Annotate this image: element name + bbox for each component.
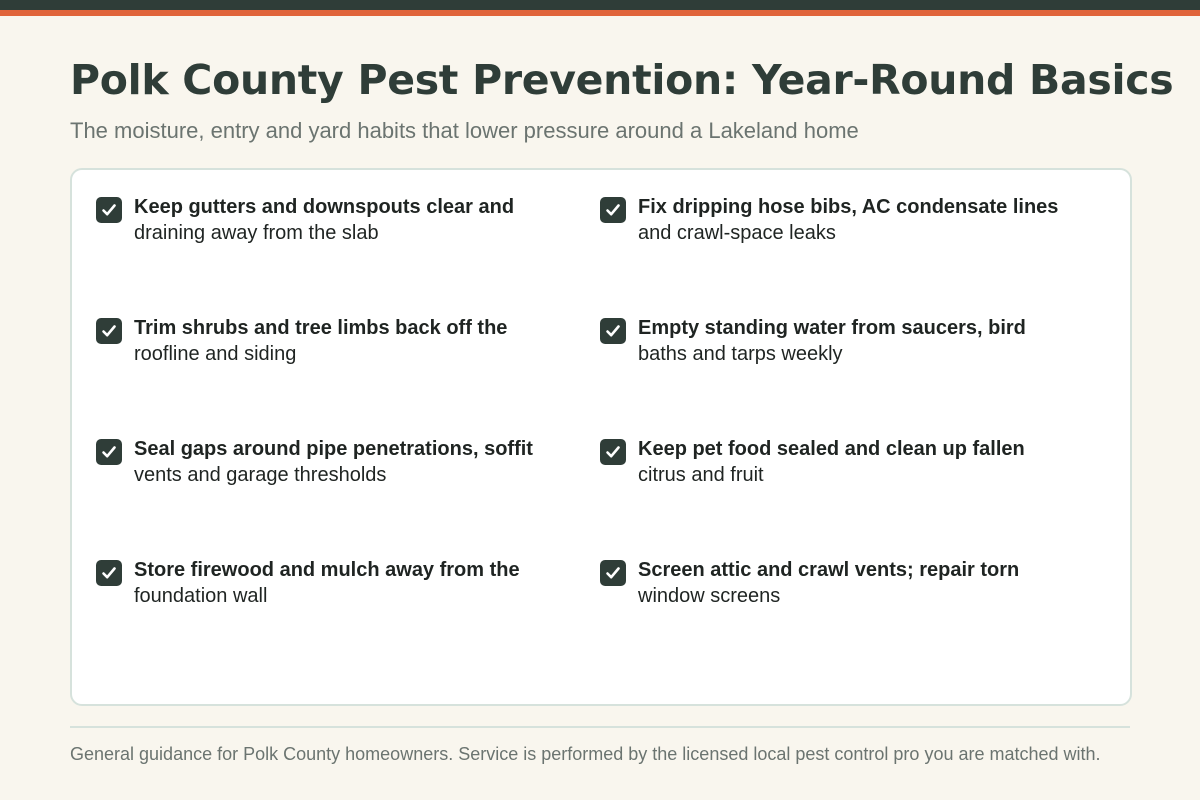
footer-divider xyxy=(70,726,1130,728)
checklist-item-text xyxy=(638,557,1078,609)
checklist-item-heading: Screen attic and crawl vents; repair torn xyxy=(638,559,1020,581)
checklist-item-detail: foundation wall xyxy=(134,585,268,607)
checklist-item-detail: draining away from the slab xyxy=(134,222,379,244)
checklist-item-detail: baths and tarps weekly xyxy=(638,343,843,365)
top-bar-accent xyxy=(0,10,1200,16)
checklist-card xyxy=(70,168,1132,706)
checklist-item-detail: and crawl-space leaks xyxy=(638,222,836,244)
checklist-item-text xyxy=(638,315,1078,367)
checkbox-checked-icon[interactable] xyxy=(96,197,122,223)
checklist-item xyxy=(600,315,1104,436)
checklist-item-heading: Keep gutters and downspouts clear and xyxy=(134,196,515,218)
checklist-item xyxy=(600,436,1104,557)
checkbox-checked-icon[interactable] xyxy=(600,318,626,344)
checklist-item-heading: Fix dripping hose bibs, AC condensate lines xyxy=(638,196,1059,218)
checklist-item xyxy=(96,194,600,315)
checkbox-checked-icon[interactable] xyxy=(96,560,122,586)
checklist-item-text xyxy=(134,315,574,367)
checklist-item-heading: Keep pet food sealed and clean up fallen xyxy=(638,438,1025,460)
checklist-item xyxy=(96,436,600,557)
checklist-item-text xyxy=(134,436,574,488)
checklist-item-heading: Empty standing water from saucers, bird xyxy=(638,317,1026,339)
checklist-item xyxy=(600,557,1104,678)
checklist-item-detail: window screens xyxy=(638,585,781,607)
checklist-item-heading: Trim shrubs and tree limbs back off the xyxy=(134,317,508,339)
footer-note: General guidance for Polk County homeowners. Service is performed by the licensed local pest control pro you are matched with. xyxy=(70,744,1101,764)
checklist-item-detail: citrus and fruit xyxy=(638,464,764,486)
checkbox-checked-icon[interactable] xyxy=(600,560,626,586)
checklist-item-text xyxy=(638,194,1078,246)
checkbox-checked-icon[interactable] xyxy=(96,439,122,465)
checklist-item-detail: vents and garage thresholds xyxy=(134,464,387,486)
checklist-item-text xyxy=(134,557,574,609)
checkbox-checked-icon[interactable] xyxy=(600,439,626,465)
checklist-item xyxy=(96,557,600,678)
checklist-item-text xyxy=(134,194,574,246)
checkbox-checked-icon[interactable] xyxy=(96,318,122,344)
checklist-grid xyxy=(96,194,1106,678)
top-bar-dark xyxy=(0,0,1200,10)
checklist-item-heading: Seal gaps around pipe penetrations, soffit xyxy=(134,438,533,460)
page-subtitle: The moisture, entry and yard habits that lower pressure around a Lakeland home xyxy=(70,118,859,143)
checkbox-checked-icon[interactable] xyxy=(600,197,626,223)
checklist-item xyxy=(96,315,600,436)
page-title: Polk County Pest Prevention: Year-Round Basics xyxy=(70,56,1174,104)
checklist-item xyxy=(600,194,1104,315)
checklist-item-text xyxy=(638,436,1078,488)
checklist-item-heading: Store firewood and mulch away from the xyxy=(134,559,520,581)
checklist-item-detail: roofline and siding xyxy=(134,343,297,365)
